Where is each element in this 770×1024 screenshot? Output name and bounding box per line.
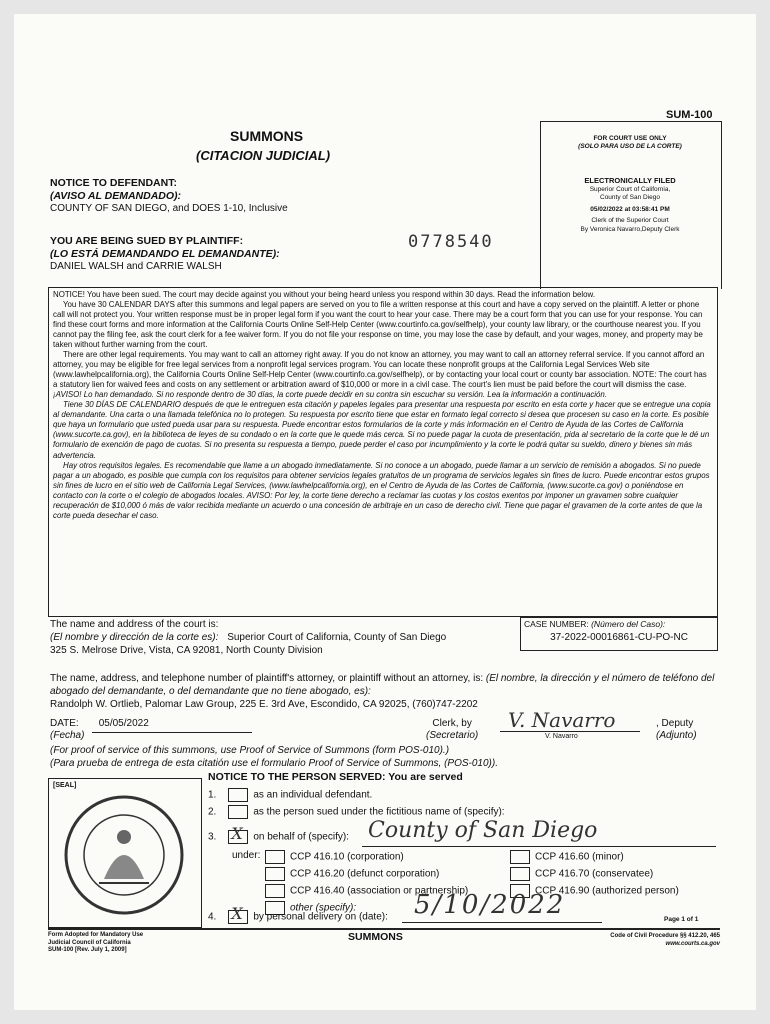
signature-line: [500, 731, 640, 732]
notice-p4: ¡AVISO! Lo han demandado. Si no responde dentro de 30 días, la corte puede decidir en su contra sin escuchar su versión. Lea la información a continuación.: [53, 390, 608, 400]
served-heading: NOTICE TO THE PERSON SERVED: You are served: [208, 771, 463, 783]
other-specify: other (specify):: [265, 901, 356, 915]
on-behalf-value: County of San Diego: [368, 818, 598, 843]
delivery-date-value: 5/10/2022: [414, 890, 566, 920]
notice-p1: NOTICE! You have been sued. The court may decide against you without your being heard unless you respond within 30 days. Read the information below.: [53, 290, 596, 299]
checkbox-on-behalf[interactable]: [228, 824, 248, 844]
court-seal-image: [59, 791, 189, 919]
footer-right: Code of Civil Procedure §§ 412.20, 465 www.courts.ca.gov: [610, 933, 720, 948]
checkbox-ccp-416-70[interactable]: [510, 867, 530, 881]
page-title-es: (CITACION JUDICIAL): [196, 148, 331, 163]
notice-p5: Tiene 30 DÍAS DE CALENDARIO después de que le entreguen esta citación y papeles legales para presentar una respuesta por escrito en esta corte y hacer que se entregue una copia al demandante. Una carta o una llamada telefónica no lo protegen. Su respuesta por escrito tiene que estar en formato legal correcto si desea que procesen su caso en la corte. Es posible que haya un formulario que usted pueda usar para su respuesta. Puede encontrar estos formularios de la corte y más información en el Centro de Ayuda de las Cortes de California (www.sucorte.ca.gov), en la biblioteca de leyes de su condado o en la corte que le quede más cerca. Si no puede pagar la cuota de presentación, pida al secretario de la corte que le dé un formulario de exención de pago de cuotas. Si no presenta su respuesta a tiempo, puede perder el caso por incumplimiento y la corte le podrá quitar su sueldo, dinero y bienes sin más advertencia.: [53, 400, 711, 460]
signer-name: V. Navarro: [545, 733, 578, 740]
stamp-number: 0778540: [408, 232, 494, 252]
ccp-416-70: CCP 416.70 (conservatee): [510, 867, 653, 881]
attorney-block: The name, address, and telephone number of plaintiff's attorney, or plaintiff without an attorney, is: (El nombre, la dirección y el número de teléfono del abogado del demandante, o del demandante que no tiene abogado, es): Randolph W. Ortlieb, Palomar Law Group, 225 E. 3rd Ave, Escondido, CA 92025, (760)747-2202: [50, 673, 715, 710]
case-number-box: CASE NUMBER: (Número del Caso): 37-2022-00016861-CU-PO-NC: [520, 617, 718, 651]
checkbox-ccp-416-10[interactable]: [265, 850, 285, 864]
clerk-signature: V. Navarro: [508, 708, 616, 732]
proof-of-service: (For proof of service of this summons, use Proof of Service of Summons (form POS-010).) (Para prueba de entrega de esta citatión use el formulario Proof of Service of Summons, (POS-010)).: [50, 745, 498, 769]
footer-title: SUMMONS: [348, 931, 403, 943]
case-number: 37-2022-00016861-CU-PO-NC: [550, 632, 688, 643]
plaintiff-block: YOU ARE BEING SUED BY PLAINTIFF: (LO ESTÁ DEMANDANDO EL DEMANDANTE): DANIEL WALSH and CARRIE WALSH: [50, 235, 280, 273]
checkbox-ccp-416-40[interactable]: [265, 884, 285, 898]
ccp-416-90: CCP 416.90 (authorized person): [510, 884, 679, 898]
form-id: SUM-100: [666, 109, 713, 121]
on-behalf-line: [362, 846, 716, 847]
checkbox-ccp-416-20[interactable]: [265, 867, 285, 881]
date-field: DATE: 05/05/2022 (Fecha): [50, 718, 149, 741]
deputy-label: , Deputy (Adjunto): [656, 718, 697, 741]
check-mark-4: X: [231, 904, 243, 923]
ccp-416-40: CCP 416.40 (association or partnership): [265, 884, 468, 898]
served-item-4: 4. X by personal delivery on (date):: [208, 904, 388, 923]
date-underline: [92, 732, 252, 733]
clerk-label: Clerk, by (Secretario): [426, 718, 479, 741]
notice-p3: There are other legal requirements. You may want to call an attorney right away. If you do not know an attorney, you may want to call an attorney referral service. If you cannot afford an attorney, you may be eligible for free legal services from a nonprofit legal services program. You can locate these nonprofit groups at the California Legal Services Web site (www.lawhelpcalifornia.org), the California Courts Online Self-Help Center (www.courtinfo.ca.gov/selfhelp), or by contacting your local court or county bar association. NOTE: The court has a statutory lien for waived fees and costs on any settlement or arbitration award of $10,000 or more in a civil case. The court's lien must be paid before the court will dismiss the case.: [53, 350, 707, 390]
ccp-416-60: CCP 416.60 (minor): [510, 850, 624, 864]
court-use-label: FOR COURT USE ONLY (SOLO PARA USO DE LA CORTE): [578, 135, 682, 150]
checkbox-fictitious-name[interactable]: [228, 805, 248, 819]
footer-left: Form Adopted for Mandatory Use Judicial Council of California SUM-100 [Rev. July 1, 2009]: [48, 932, 144, 953]
court-block: The name and address of the court is: (El nombre y dirección de la corte es): Superior Court of California, County of San Diego 325 S. Melrose Drive, Vista, CA 92081, North County Division: [50, 619, 447, 656]
under-label: under:: [232, 850, 261, 861]
served-item-1: 1. as an individual defendant.: [208, 789, 373, 801]
checkbox-personal-delivery[interactable]: [228, 904, 248, 924]
efiled-stamp: ELECTRONICALLY FILED Superior Court of California, County of San Diego 05/02/2022 at 03:58:41 PM Clerk of the Superior Court By Veronica Navarro,Deputy Clerk: [580, 176, 680, 233]
checkbox-ccp-416-60[interactable]: [510, 850, 530, 864]
page-title: SUMMONS: [230, 128, 304, 144]
delivery-date-line: [402, 922, 602, 923]
ccp-416-10: CCP 416.10 (corporation): [265, 850, 404, 864]
check-mark: X: [231, 824, 243, 843]
defendant-block: NOTICE TO DEFENDANT: (AVISO AL DEMANDADO): COUNTY OF SAN DIEGO, and DOES 1-10, Inclusive: [50, 177, 288, 215]
checkbox-individual[interactable]: [228, 788, 248, 802]
notice-p6: Hay otros requisitos legales. Es recomendable que llame a un abogado inmediatamente. Si no conoce a un abogado, puede llamar a un servicio de remisión a abogados. Si no puede pagar a un abogado, es posible que cumpla con los requisitos para obtener servicios legales gratuitos de un programa de servicios legales sin fines de lucro. Puede encontrar estos grupos sin fines de lucro en el sitio web de California Legal Services, (www.lawhelpcalifornia.org), en el Centro de Ayuda de las Cortes de California, (www.sucorte.ca.gov) o poniéndose en contacto con la corte o el colegio de abogados locales. AVISO: Por ley, la corte tiene derecho a reclamar las cuotas y los costos exentos por imponer un gravamen sobre cualquier recuperación de $10,000 ó más de valor recibida mediante un acuerdo o una concesión de arbitraje en un caso de derecho civil. Tiene que pagar el gravamen de la corte antes de que la corte pueda desechar el caso.: [53, 460, 710, 520]
notice-p2: You have 30 CALENDAR DAYS after this summons and legal papers are served on you to file a written response at this court and have a copy served on the plaintiff. A letter or phone call will not protect you. Your written response must be in proper legal form if you want the court to hear your case. There may be a court form that you can use for your response. You can find these court forms and more information at the California Courts Online Self-Help Center (www.courtinfo.ca.gov/selfhelp), your county law library, or the courthouse nearest you. If you cannot pay the filing fee, ask the court clerk for a fee waiver form. If you do not file your response on time, you may lose the case by default, and your wages, money, and property may be taken without further warning from the court.: [53, 300, 703, 350]
footer-rule: [48, 928, 720, 930]
seal-box: [SEAL]: [48, 778, 202, 928]
notice-box: [48, 287, 718, 617]
served-item-2: 2. as the person sued under the fictitious name of (specify):: [208, 806, 505, 818]
served-item-3: 3. X on behalf of (specify):: [208, 824, 349, 843]
ccp-416-20: CCP 416.20 (defunct corporation): [265, 867, 439, 881]
page-number: Page 1 of 1: [664, 916, 699, 923]
